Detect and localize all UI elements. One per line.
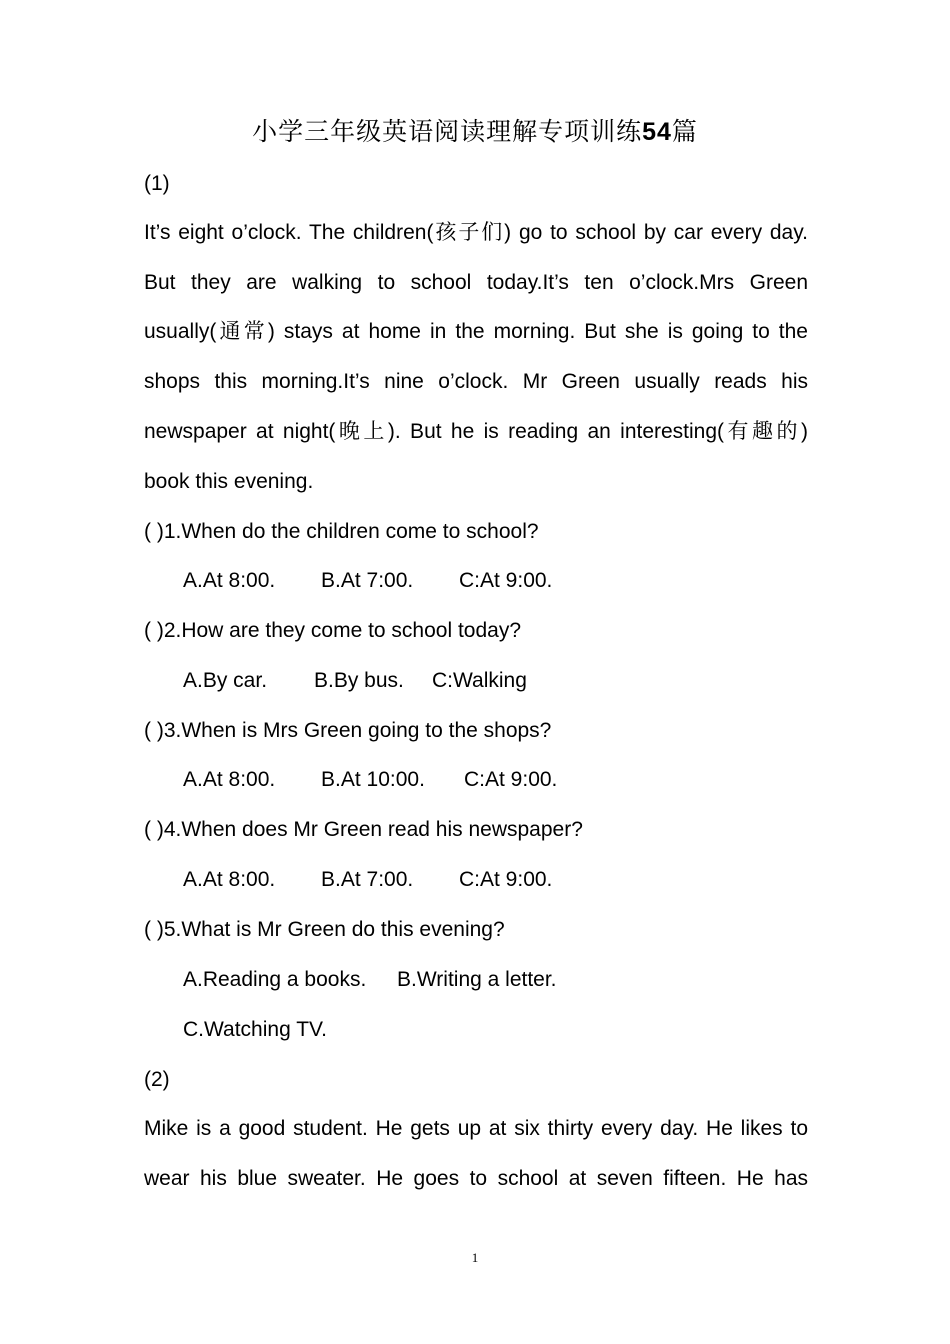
option-c: C:At 9:00. <box>464 768 558 791</box>
title-number: 54 <box>642 118 672 146</box>
title-suffix: 篇 <box>671 117 698 146</box>
passage-line: newspaper at night(晚上). But he is reading an interesting(有趣的) <box>144 420 808 443</box>
question-options <box>183 566 783 596</box>
question-options <box>183 1015 783 1045</box>
option-a: A.At 8:00. <box>183 768 276 791</box>
section-label: (1) <box>144 172 170 195</box>
question-options <box>183 666 783 696</box>
question: ( )3.When is Mrs Green going to the shops? <box>144 719 552 742</box>
option-b: B.At 10:00. <box>321 768 425 791</box>
passage-line: Mike is a good student. He gets up at six thirty every day. He likes to <box>144 1117 808 1140</box>
question-options <box>183 965 783 995</box>
option-c: C:At 9:00. <box>459 569 553 592</box>
option-c: C:At 9:00. <box>459 868 553 891</box>
page-title <box>0 112 950 148</box>
question: ( )5.What is Mr Green do this evening? <box>144 918 505 941</box>
option-b: B.At 7:00. <box>321 569 414 592</box>
passage-line: shops this morning.It’s nine o’clock. Mr Green usually reads his <box>144 370 808 393</box>
option-c: C:Walking <box>432 669 527 692</box>
question: ( )2.How are they come to school today? <box>144 619 522 642</box>
question-options <box>183 865 783 895</box>
title-text: 小学三年级英语阅读理解专项训练 <box>252 117 643 146</box>
page-number: 1 <box>471 1250 479 1265</box>
option-b: B.Writing a letter. <box>397 968 557 991</box>
passage-line: usually(通常) stays at home in the morning. But she is going to the <box>144 320 808 343</box>
passage-line: But they are walking to school today.It’s ten o’clock.Mrs Green <box>144 271 808 294</box>
passage-line: wear his blue sweater. He goes to school at seven fifteen. He has <box>144 1167 808 1190</box>
option-b: B.At 7:00. <box>321 868 414 891</box>
option-a: A.At 8:00. <box>183 569 276 592</box>
option-a: A.At 8:00. <box>183 868 276 891</box>
option-a: A.By car. <box>183 669 268 692</box>
passage-line: book this evening. <box>144 470 314 493</box>
question: ( )4.When does Mr Green read his newspaper? <box>144 818 583 841</box>
option-c: C.Watching TV. <box>183 1018 327 1041</box>
section-label: (2) <box>144 1068 170 1091</box>
option-b: B.By bus. <box>314 669 404 692</box>
passage-line: It’s eight o’clock. The children(孩子们) go to school by car every day. <box>144 221 808 244</box>
question: ( )1.When do the children come to school? <box>144 520 539 543</box>
question-options <box>183 765 783 795</box>
option-a: A.Reading a books. <box>183 968 367 991</box>
